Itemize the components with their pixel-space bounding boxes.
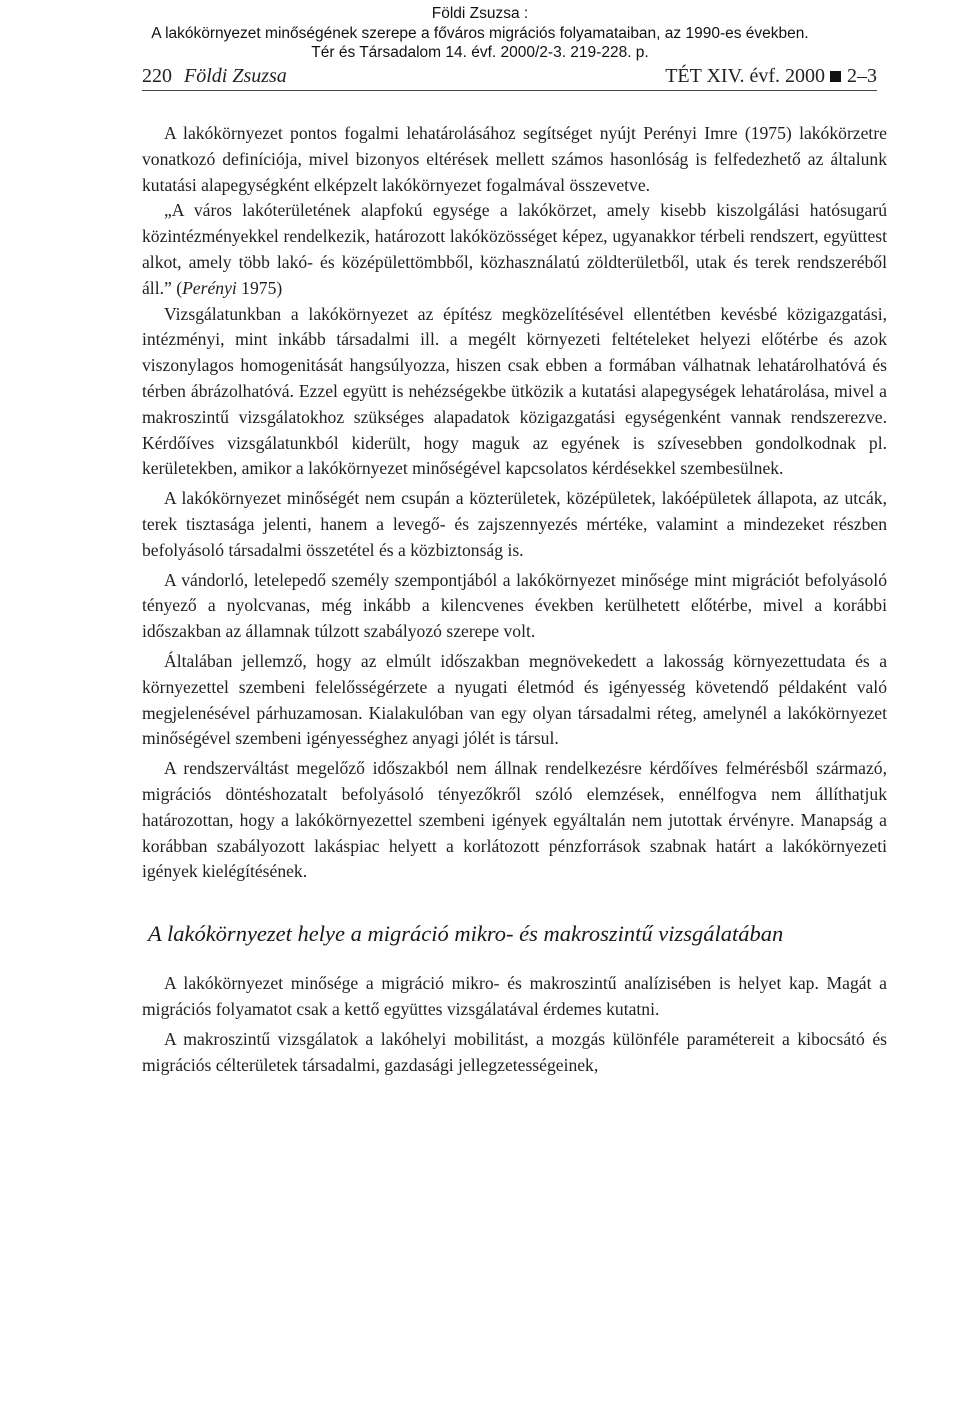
paragraph-section-intro: A lakókörnyezet minősége a migráció mikro- és makroszintű analízisében is helyet kap. Magát a migrációs folyamatot csak a kettő együttes vizsgálatával érdemes kutatni. <box>142 973 887 1019</box>
paragraph-section-macro: A makroszintű vizsgálatok a lakóhelyi mobilitást, a mozgás különféle paramétereit a kibocsátó és migrációs célterületek társadalmi, gazdasági jellegzetességeinek, <box>142 1028 887 1075</box>
page-number: 220 <box>142 65 172 87</box>
paragraph-approach: Vizsgálatunkban a lakókörnyezet az építész megközelítésével ellentétben kevésbé közigazgatási, intézményi, mint inkább társadalmi ill. a megélt környezeti feltételeket helyezi előtérbe és azok viszonylagos homogenitását hangsúlyozza, hiszen csak ebben a formában válhatnak lehatárolhatóvá és térben ábrázolhatóvá. Ezzel együtt is nehézségekbe ütközik a kutatási alapegységek lehatárolása, mivel a makroszintű vizsgálatokhoz szükséges alapadatok közigazgatási egységenként vannak rendszerezve. Kérdőíves vizsgálatunkból kiderült, hogy maguk az egyének is szívesebben gondolkodnak pl. kerületekben, amikor a lakókörnyezet minőségével kapcsolatos kérdésekkel szembesülnek. <box>142 303 887 479</box>
article-body <box>142 121 887 1078</box>
paragraph-regime-change: A rendszerváltást megelőző időszakból nem állnak rendelkezésre kérdőíves felmérésből származó, migrációs döntéshozatalt befolyásoló tényezőkről szóló elemzések, ennélfogva nem állíthatjuk határozottan, hogy a lakókörnyezettel szembeni igények egyáltalán nem jutottak érvényre. Manapság a korábban szabályozott lakáspiac helyett a korlátozott pénzforrások szabnak határt a lakókörnyezeti igények kielégítésének. <box>142 758 887 882</box>
quote-year: 1975) <box>236 277 283 298</box>
citation-author: Földi Zsuzsa : <box>431 5 529 22</box>
citation-source: Tér és Társadalom 14. évf. 2000/2-3. 219-228. p. <box>311 44 649 61</box>
running-head-author: Földi Zsuzsa <box>184 65 287 87</box>
running-head <box>142 62 877 91</box>
citation-title: A lakókörnyezet minőségének szerepe a főváros migrációs folyamataiban, az 1990-es években. <box>151 24 809 42</box>
section-heading: A lakókörnyezet helye a migráció mikro- és makroszintű vizsgálatában <box>148 921 784 947</box>
running-head-right <box>665 62 877 90</box>
journal-issue: 2–3 <box>847 65 877 87</box>
paragraph-awareness: Általában jellemző, hogy az elmúlt időszakban megnövekedett a lakosság környezettudata és a környezettel szembeni felelősségérzete a nyugati életmód és igényesség követendő példaként való megjelenésével párhuzamosan. Kialakulóban van egy olyan társadalmi réteg, amelynél a lakókörnyezet minőségével szembeni igényességhez anyagi jólét is társul. <box>142 650 887 749</box>
journal-volume: TÉT XIV. évf. 2000 <box>665 65 825 87</box>
quote-text: „A város lakóterületének alapfokú egysége a lakókörzet, amely kisebb kiszolgálási hatósugarú közintézményekkel rendelkezik, határozott lakóközösséget képez, ugyanakkor térbeli rendszert, együttest alkot, amely több lakó- és középülettömbből, közhasználatú zöldterületből, utak és terek rendszeréből áll.” ( <box>142 200 887 298</box>
paragraph-migration: A vándorló, letelepedő személy szempontjából a lakókörnyezet minősége mint migrációt befolyásoló tényező a nyolcvanas, még inkább a kilencvenes években kerülhetett előtérbe, mivel a korábbi időszakban az államnak túlzott szabályozó szerepe volt. <box>142 569 887 642</box>
running-head-left <box>142 62 287 90</box>
paragraph-quality: A lakókörnyezet minőségét nem csupán a közterületek, középületek, lakóépületek állapota, az utcák, terek tisztasága jelenti, hanem a levegő- és zajszennyezés mértéke, valamint a mindezeket részben befolyásoló társadalmi összetétel és a közbiztonság is. <box>142 488 887 560</box>
citation-header <box>0 4 960 63</box>
paragraph-definition-intro: A lakókörnyezet pontos fogalmi lehatárolásához segítséget nyújt Perényi Imre (1975) lakókörzetre vonatkozó definíciója, mivel bizonyos eltérések mellett számos hasonlóság is felfedezhető az általunk kutatási alapegységként elképzelt lakókörnyezet fogalmával összevetve. <box>142 123 887 195</box>
paragraph-quote <box>142 198 887 301</box>
quote-author: Perényi <box>182 277 237 298</box>
square-bullet-icon <box>830 71 841 82</box>
